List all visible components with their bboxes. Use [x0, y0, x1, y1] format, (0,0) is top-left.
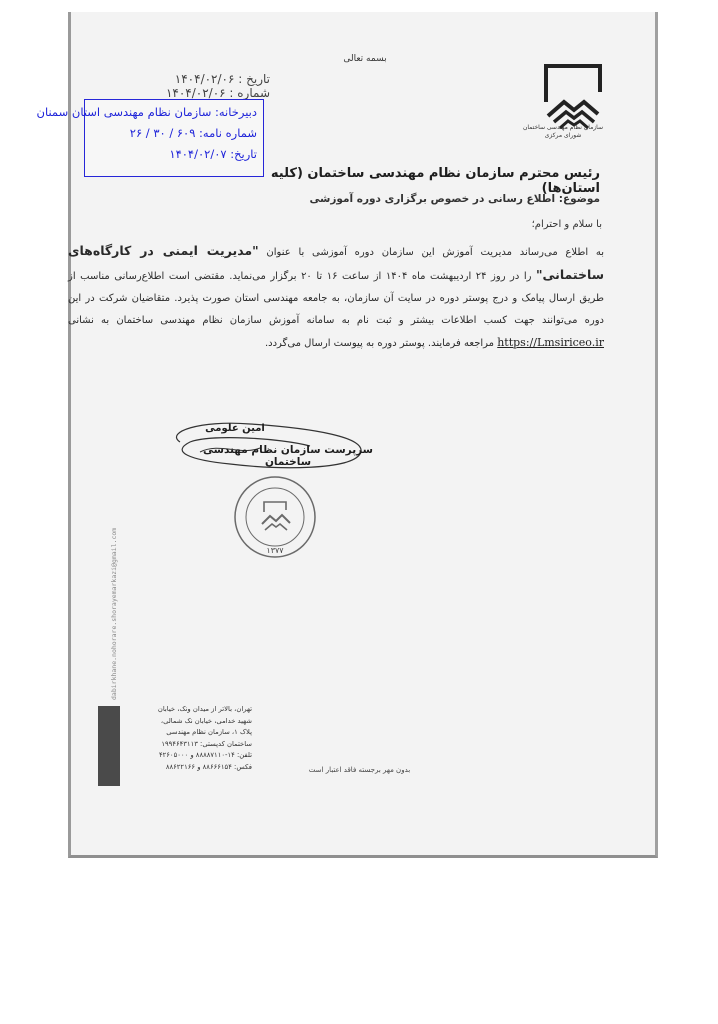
address-line: ساختمان کدپستی: ۱۹۹۴۶۴۳۱۱۳ [161, 739, 252, 748]
body-closing: مراجعه فرمایند. پوستر دوره به پیوست ارسال می‌گردد. [264, 338, 495, 349]
address-line: تلفن: ۱۴-۸۸۸۸۷۱۱۰ و ۴۲۶۰۵۰۰۰ [158, 751, 252, 759]
lms-link[interactable]: https://Lmsiriceo.ir [497, 336, 604, 349]
secretariat-date: تاریخ: ۱۴۰۴/۰۲/۰۷ [169, 147, 257, 161]
secretariat-stamp [36, 99, 264, 177]
address-line: شهید خدامی، خیابان نک شمالی، [160, 716, 252, 725]
course-title: "مدیریت ایمنی در کارگاه‌های ساختمانی" [68, 243, 605, 282]
footer-email: dabirkhane.nohorare.shorayemarkazi@gmail.com [110, 527, 118, 700]
signer-title: سرپرست سازمان نظام مهندسی ساختمان [203, 444, 373, 468]
address-line: تهران، بالاتر از میدان ونک، خیابان [157, 705, 252, 713]
seal-year: ۱۳۷۷ [266, 546, 284, 555]
logo-caption [520, 124, 606, 140]
logo-caption-line2: شورای مرکزی [544, 132, 582, 139]
date-meta: تاریخ : ۱۴۰۴/۰۲/۰۶ [174, 72, 270, 86]
body-main: را در روز ۲۴ اردیبهشت ماه ۱۴۰۴ از ساعت ۱۶ تا ۲۰ برگزار می‌نماید. مقتضی است اطلاع‌رسانی مناسب از طریق ارسال پیامک و درج پوستر دوره در سایت آن سازمان، به جامعه مهندسی استان صورت پذیرد. متقاضیان شرکت در این دوره می‌توانند جهت کسب اطلاعات بیشتر و ثبت نام به سامانه آموزش سازمان نظام مهندسی ساختمان به نشانی [68, 271, 604, 326]
address-line: فکس: ۸۸۶۶۶۱۵۴ و ۸۸۶۲۲۱۶۶ [165, 762, 252, 771]
body-intro: به اطلاع می‌رساند مدیریت آموزش این سازمان دوره آموزشی با عنوان [266, 247, 604, 258]
signer-name: امین علومی [205, 423, 265, 434]
footer-address [132, 704, 252, 773]
recipient-line: رئیس محترم سازمان نظام مهندسی ساختمان (کلیه استان‌ها) [270, 166, 600, 196]
validity-note: بدون مهر برجسته فاقد اعتبار است [308, 766, 411, 774]
bismillah-text: بسمه تعالی [343, 54, 387, 64]
letter-body [68, 240, 604, 355]
qr-code-icon [98, 706, 120, 786]
greeting-line: با سلام و احترام؛ [531, 219, 602, 230]
secretariat-number: شماره نامه: ۶۰۹ / ۳۰ / ۲۶ [129, 126, 257, 140]
subject-line: موضوع: اطلاع رسانی در خصوص برگزاری دوره آموزشی [309, 193, 600, 205]
number-meta: شماره : ۱۴۰۴/۰۲/۰۶ [165, 86, 270, 100]
secretariat-org: دبیرخانه: سازمان نظام مهندسی استان سمنان [36, 105, 257, 119]
letter-meta [110, 72, 270, 100]
address-line: پلاک ۱، سازمان نظام مهندسی [166, 728, 252, 736]
logo-caption-line1: سازمان نظام مهندسی ساختمان [522, 124, 604, 131]
